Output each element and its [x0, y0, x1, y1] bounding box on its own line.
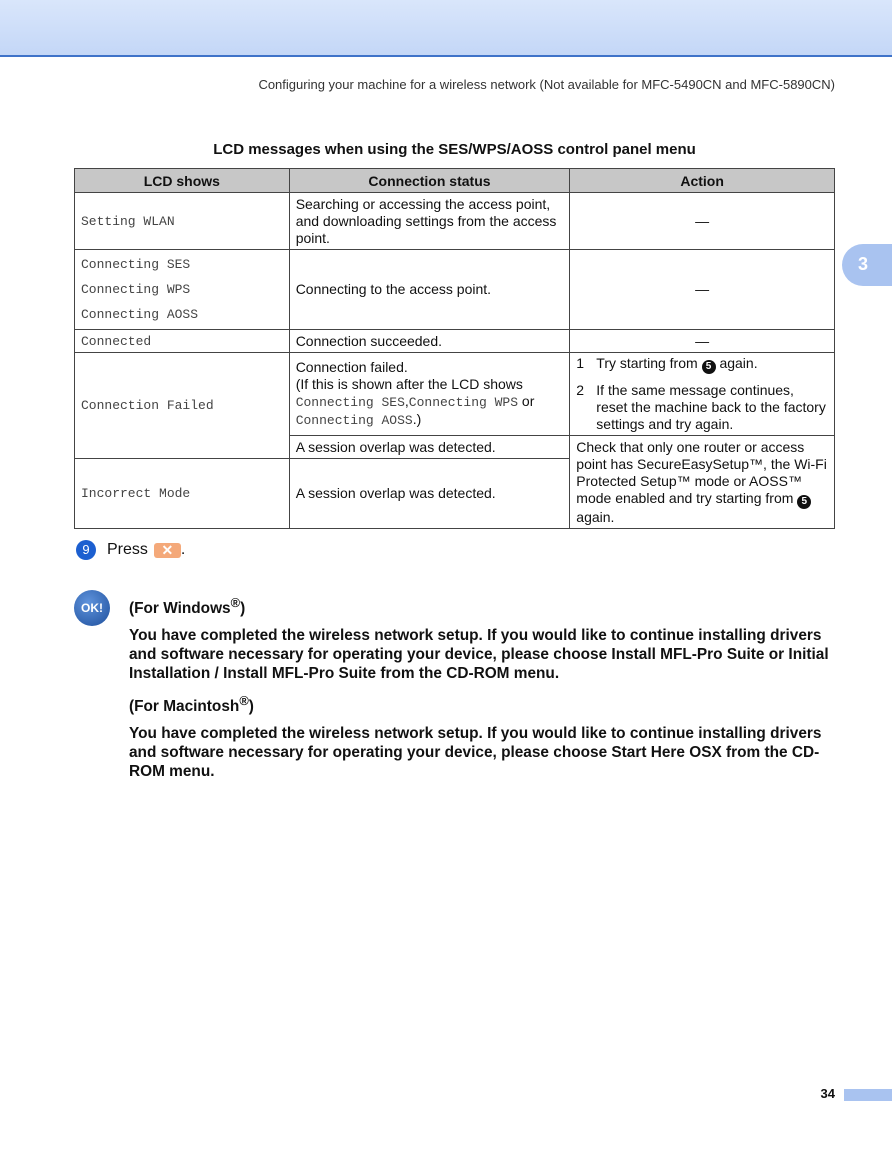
- status-connecting: Connecting to the access point.: [289, 250, 570, 330]
- heading-close: ): [248, 698, 254, 716]
- windows-heading-text: (For Windows: [129, 600, 231, 618]
- status-connected: Connection succeeded.: [289, 330, 570, 353]
- status-failed-line3: [296, 393, 564, 411]
- lcd-setting-wlan: Setting WLAN: [75, 193, 290, 250]
- page-number-bar: [844, 1089, 892, 1101]
- status-connection-failed: [289, 353, 570, 436]
- ok-badge-icon: OK!: [74, 590, 110, 626]
- action-connected: —: [570, 330, 835, 353]
- table-title: LCD messages when using the SES/WPS/AOSS control panel menu: [213, 141, 696, 158]
- registered-mark: ®: [230, 595, 241, 610]
- list-item-text: If the same message continues, reset the machine back to the factory settings and try again.: [596, 382, 826, 432]
- action-connecting: —: [570, 250, 835, 330]
- list-item: [576, 382, 828, 433]
- lcd-connection-failed: Connection Failed: [75, 353, 290, 459]
- action-overlap: [570, 436, 835, 529]
- mac-text: You have completed the wireless network setup. If you would like to continue installing drivers and software necessary for operating your device, please choose Start Here OSX from the CD-ROM menu.: [129, 725, 822, 781]
- registered-mark: ®: [239, 693, 249, 709]
- stop-exit-key-icon: [154, 543, 181, 558]
- windows-heading: [129, 595, 849, 618]
- header-action: Action: [570, 169, 835, 193]
- lcd-connecting-aoss: Connecting AOSS: [81, 307, 199, 322]
- header-lcd-shows: LCD shows: [75, 169, 290, 193]
- step-5-icon: 5: [702, 360, 716, 374]
- action-text-before: Try starting from: [596, 355, 698, 371]
- status-mono-ses: Connecting SES: [295, 395, 405, 410]
- mac-heading: [129, 693, 849, 716]
- status-setting-wlan: Searching or accessing the access point, and downloading settings from the access point.: [289, 193, 570, 250]
- lcd-connecting-ses: Connecting SES: [81, 257, 191, 272]
- action-overlap-text: Check that only one router or access point has SecureEasySetup™, the Wi-Fi Protected Setup™ mode or AOSS™ mode enabled and try starting from: [576, 438, 827, 506]
- windows-text: You have completed the wireless network setup. If you would like to continue installing drivers and software necessary for operating your device, please choose Install MFL-Pro Suite or Initial Installation / Install MFL-Pro Suite from the CD-ROM menu.: [129, 627, 829, 683]
- status-failed-line4: [296, 411, 564, 429]
- step-label: Press: [107, 541, 148, 558]
- action-failed-list: [576, 355, 828, 433]
- status-mono-aoss: Connecting AOSS: [295, 413, 413, 428]
- top-header-band: [0, 0, 892, 57]
- status-end: .): [412, 411, 422, 427]
- lcd-connecting-cell: [75, 250, 290, 330]
- step-5-icon: 5: [797, 495, 811, 509]
- action-text-after: again.: [719, 355, 758, 371]
- page-number: 34: [820, 1086, 835, 1101]
- status-mono-wps: Connecting WPS: [408, 395, 519, 410]
- status-incorrect-mode: A session overlap was detected.: [289, 459, 570, 529]
- lcd-messages-table: [74, 168, 835, 529]
- status-or: or: [521, 393, 535, 409]
- step-number-icon: 9: [76, 540, 96, 560]
- table-row: [75, 193, 835, 250]
- table-row: [75, 250, 835, 330]
- lcd-connected: Connected: [75, 330, 290, 353]
- list-item-text: [596, 355, 757, 374]
- action-setting-wlan: —: [570, 193, 835, 250]
- header-connection-status: Connection status: [289, 169, 570, 193]
- stop-key-glyph: ✕: [161, 541, 174, 558]
- list-item-number: 1: [576, 355, 585, 371]
- heading-close: ): [240, 600, 246, 618]
- table-row: [75, 330, 835, 353]
- lcd-connecting-wps: Connecting WPS: [81, 282, 191, 297]
- list-item-number: 2: [576, 382, 585, 398]
- status-failed-line1: Connection failed.: [295, 359, 408, 375]
- table-header-row: [75, 169, 835, 193]
- chapter-tab: [842, 244, 892, 286]
- action-overlap-after: again.: [576, 508, 615, 525]
- chapter-number: 3: [858, 254, 869, 274]
- step-end: .: [180, 541, 186, 558]
- list-item: [576, 355, 828, 374]
- lcd-incorrect-mode: Incorrect Mode: [75, 459, 290, 529]
- status-comma: ,: [404, 393, 409, 409]
- running-header: Configuring your machine for a wireless network (Not available for MFC-5490CN and MFC-5890CN): [258, 77, 835, 92]
- table-row: [75, 353, 835, 436]
- mac-heading-text: (For Macintosh: [129, 698, 240, 716]
- status-failed-line2: (If this is shown after the LCD shows: [295, 376, 523, 392]
- action-connection-failed: [570, 353, 835, 436]
- status-failed-overlap: A session overlap was detected.: [289, 436, 570, 459]
- step-9: [76, 540, 185, 560]
- ok-instructions: [129, 595, 849, 791]
